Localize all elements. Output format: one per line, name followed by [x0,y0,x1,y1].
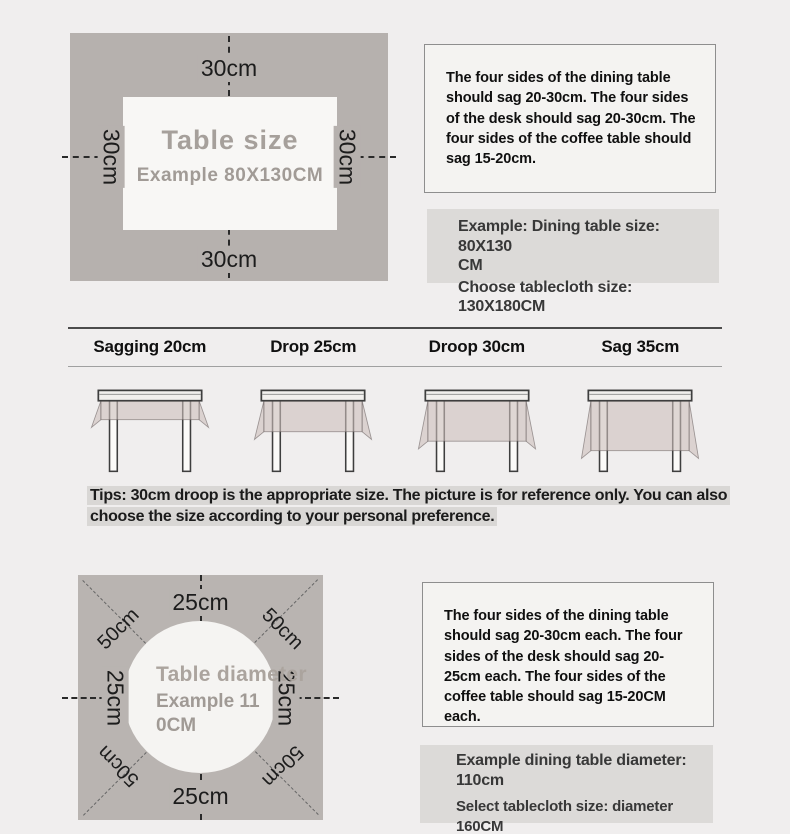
example-diameter-line2: 110cm [456,771,504,789]
table-surface [123,97,337,230]
sag-info-text-round: The four sides of the dining table should sag 20-30cm each. The four sides of the desk should sag 20-25cm each. The four sides of the coffee table should sag 15-20CM each. [444,608,683,726]
table-size-title: Table size [161,125,299,155]
select-size-line: Select tablecloth size: diameter 160CM [456,798,674,834]
example-diameter-line1: Example dining table diameter: [456,752,687,769]
sag-info-text: The four sides of the dining table should sag 20-30cm. The four sides of the desk should sag 20-30cm. The four sides of the coffee table should sag 15-20cm. [446,70,696,168]
sag-label-bottom: 25cm [169,783,231,810]
sag-label-right: 25cm [272,666,299,728]
sag-label-top: 30cm [198,55,260,82]
table-illustration-droop30 [395,379,559,481]
sag-info-box-round [422,582,714,727]
table-illustration-drop25 [232,379,396,481]
table-illustrations-row [68,379,722,481]
round-tablecloth-diagram [78,575,323,820]
diag-label-bottom-right: 50cm [257,740,308,792]
sag-label-left: 25cm [102,666,129,728]
table-size-example: Example 80X130CM [136,165,324,186]
diameter-example-line2: 0CM [156,714,197,736]
drop-column-label-3: Droop 30cm [428,337,525,356]
diag-label-top-right: 50cm [257,603,308,655]
example-strip-round [420,745,713,834]
example-size-line2: CM [458,257,483,274]
rect-tablecloth-diagram [70,33,388,281]
table-sag20-svg [88,379,212,481]
round-table-text [156,663,311,737]
sag-label-right: 30cm [333,126,360,188]
drop-size-header [68,327,722,367]
table-illustration-sag20 [68,379,232,481]
diag-label-top-left: 50cm [93,603,144,655]
table-diameter-title: Table diameter [156,663,307,686]
diameter-example-line1: Example 11 [156,691,260,712]
sag-label-top: 25cm [169,589,231,616]
drop-column-label-4: Sag 35cm [601,337,680,356]
table-sag35-svg [578,379,702,481]
choose-size-line: Choose tablecloth size: 130X180CM [458,278,633,315]
tips-text: Tips: 30cm droop is the appropriate size. The picture is for reference only. You can also choose the size according to your personal preference. [87,486,735,528]
table-drop25-svg [251,379,375,481]
example-size-line1: Example: Dining table size: 80X130 [458,218,660,255]
table-droop30-svg [415,379,539,481]
table-illustration-sag35 [559,379,723,481]
drop-column-label-1: Sagging 20cm [93,337,207,356]
sag-label-left: 30cm [98,126,125,188]
drop-column-label-2: Drop 25cm [270,337,357,356]
diag-label-bottom-left: 50cm [93,740,144,792]
sag-info-box-rect [424,44,716,193]
example-strip-rect [427,209,719,315]
sag-label-bottom: 30cm [198,246,260,273]
